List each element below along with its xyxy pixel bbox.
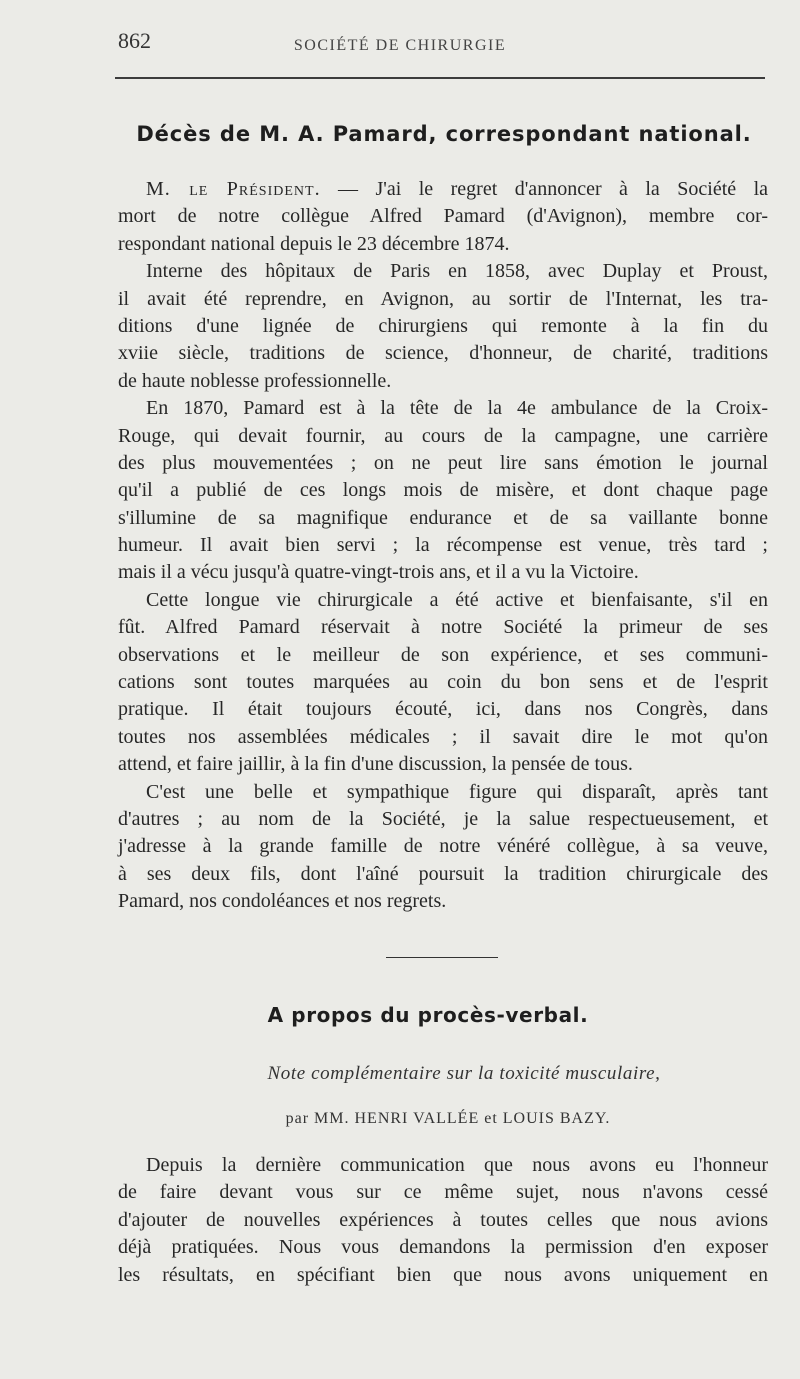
text-line: d'ajouter de nouvelles expériences à toutes celles que nous avions — [118, 1208, 768, 1231]
text-line: toutes nos assemblées médicales ; il savait dire le mot qu'on — [118, 725, 768, 748]
text-line: ditions d'une lignée de chirurgiens qui remonte à la fin du — [118, 314, 768, 337]
text-line: mais il a vécu jusqu'à quatre-vingt-trois ans, et il a vu la Victoire. — [118, 561, 639, 584]
text-line: des plus mouvementées ; on ne peut lire sans émotion le journal — [118, 451, 768, 474]
text-line: xviie siècle, traditions de science, d'honneur, de charité, traditions — [118, 342, 768, 365]
text-line: pratique. Il était toujours écouté, ici, dans nos Congrès, dans — [118, 698, 768, 721]
section-divider — [386, 957, 498, 958]
text-line: attend, et faire jaillir, à la fin d'une discussion, la pensée de tous. — [118, 753, 633, 776]
section-subtitle: Note complémentaire sur la toxicité musculaire, — [267, 1063, 661, 1084]
text-line: humeur. Il avait bien servi ; la récompense est venue, très tard ; — [118, 534, 768, 557]
text-line: Cette longue vie chirurgicale a été active et bienfaisante, s'il en — [146, 588, 768, 611]
text-line: observations et le meilleur de son expérience, et ses communi- — [118, 643, 768, 666]
section-title-proces-verbal: A propos du procès-verbal. — [267, 1003, 589, 1027]
text-line: Depuis la dernière communication que nous avons eu l'honneur — [146, 1154, 768, 1176]
text-line: C'est une belle et sympathique figure qui disparaît, après tant — [146, 780, 768, 803]
running-head: SOCIÉTÉ DE CHIRURGIE — [293, 37, 507, 54]
text-line: Pamard, nos condoléances et nos regrets. — [118, 890, 447, 913]
authors-line: par MM. HENRI VALLÉE et LOUIS BAZY. — [285, 1110, 611, 1127]
text-line: Rouge, qui devait fournir, au cours de la campagne, une carrière — [118, 424, 768, 447]
text-line: de faire devant vous sur ce même sujet, nous n'avons cessé — [118, 1181, 768, 1204]
text-line: En 1870, Pamard est à la tête de la 4e ambulance de la Croix- — [146, 397, 768, 420]
text-line: cations sont toutes marquées au coin du bon sens et de l'esprit — [118, 671, 768, 694]
text-line: M. le Président. — J'ai le regret d'annoncer à la Société la — [146, 178, 769, 200]
text-line: il avait été reprendre, en Avignon, au sortir de l'Internat, les tra- — [118, 287, 768, 310]
text-line: qu'il a publié de ces longs mois de misère, et dont chaque page — [118, 479, 768, 502]
text-line: s'illumine de sa magnifique endurance et de sa vaillante bonne — [118, 506, 768, 529]
note-paragraph — [118, 1152, 768, 1289]
page-number: 862 — [118, 28, 151, 53]
text-line: les résultats, en spécifiant bien que nous avons uniquement en — [118, 1263, 768, 1286]
text-line: déjà pratiquées. Nous vous demandons la permission d'en exposer — [118, 1236, 768, 1259]
section-title-deces: Décès de M. A. Pamard, correspondant national. — [136, 122, 752, 146]
text-line: Interne des hôpitaux de Paris en 1858, avec Duplay et Proust, — [146, 260, 768, 283]
text-line: à ses deux fils, dont l'aîné poursuit la tradition chirurgicale des — [118, 862, 768, 885]
text-line: mort de notre collègue Alfred Pamard (d'Avignon), membre cor- — [118, 205, 768, 228]
obituary-paragraphs — [118, 176, 768, 916]
text-line: de haute noblesse professionnelle. — [118, 369, 392, 392]
header-rule — [115, 77, 765, 79]
text-line: j'adresse à la grande famille de notre vénéré collègue, à sa veuve, — [118, 835, 768, 858]
text-line: fût. Alfred Pamard réservait à notre Société la primeur de ses — [118, 616, 768, 639]
text-line: d'autres ; au nom de la Société, je la salue respectueusement, et — [118, 807, 768, 830]
text-line: respondant national depuis le 23 décembre 1874. — [118, 232, 510, 255]
speaker-label: M. le Président. — [146, 178, 321, 200]
